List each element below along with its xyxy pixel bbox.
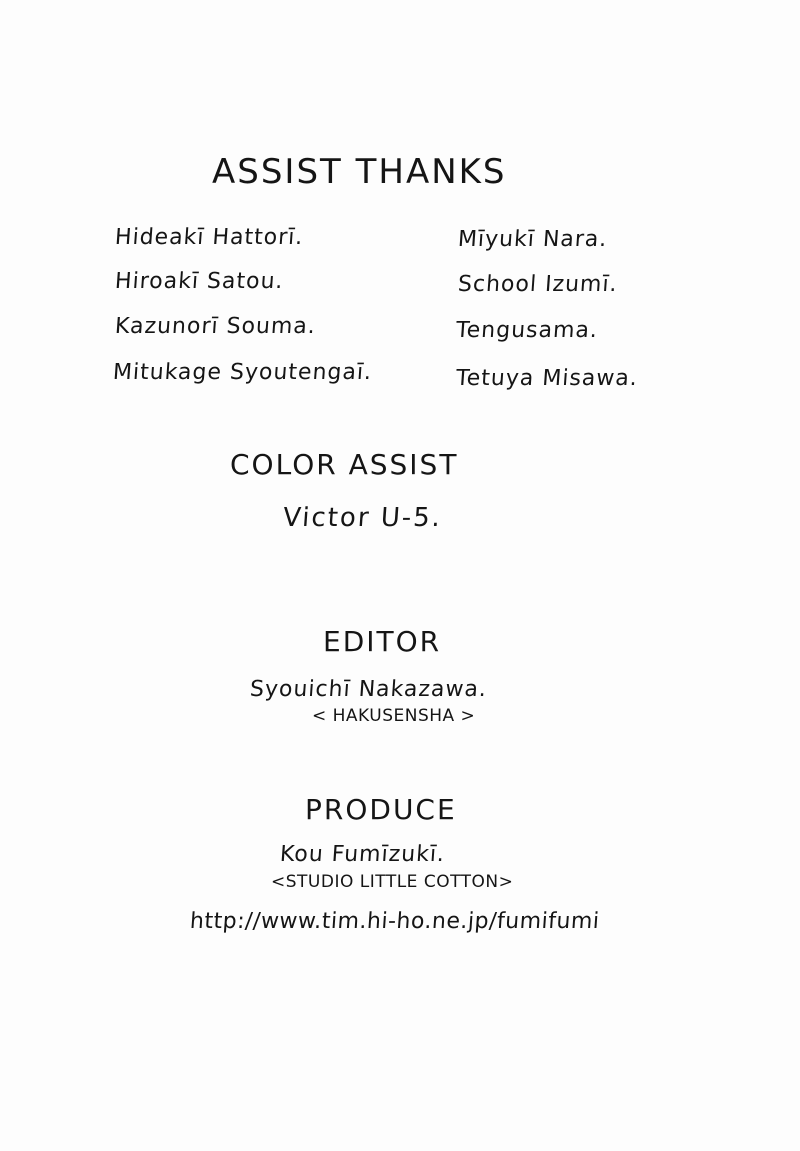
editor-heading: EDITOR: [323, 625, 442, 658]
produce-name: Kou Fumīzukī.: [279, 842, 446, 867]
assist-name-left-4: Mitukage Syoutengaī.: [112, 360, 373, 385]
assist-name-right-1: Mīyukī Nara.: [457, 227, 609, 252]
editor-name: Syouichī Nakazawa.: [249, 677, 488, 702]
produce-heading: PRODUCE: [305, 793, 457, 826]
assist-thanks-heading: ASSIST THANKS: [212, 152, 507, 192]
assist-name-right-3: Tengusama.: [455, 318, 599, 343]
assist-name-left-3: Kazunorī Souma.: [114, 314, 317, 339]
produce-affiliation: <STUDIO LITTLE COTTON>: [271, 872, 514, 892]
editor-affiliation: < HAKUSENSHA >: [312, 706, 476, 726]
assist-name-left-1: Hideakī Hattorī.: [114, 225, 305, 250]
website-url: http://www.tim.hi-ho.ne.jp/fumifumi: [189, 909, 601, 934]
assist-name-right-4: Tetuya Misawa.: [455, 366, 639, 391]
assist-name-left-2: Hiroakī Satou.: [114, 269, 285, 294]
color-assist-heading: COLOR ASSIST: [230, 448, 459, 481]
color-assist-name: Victor U-5.: [281, 503, 444, 533]
assist-name-right-2: School Izumī.: [457, 272, 619, 297]
